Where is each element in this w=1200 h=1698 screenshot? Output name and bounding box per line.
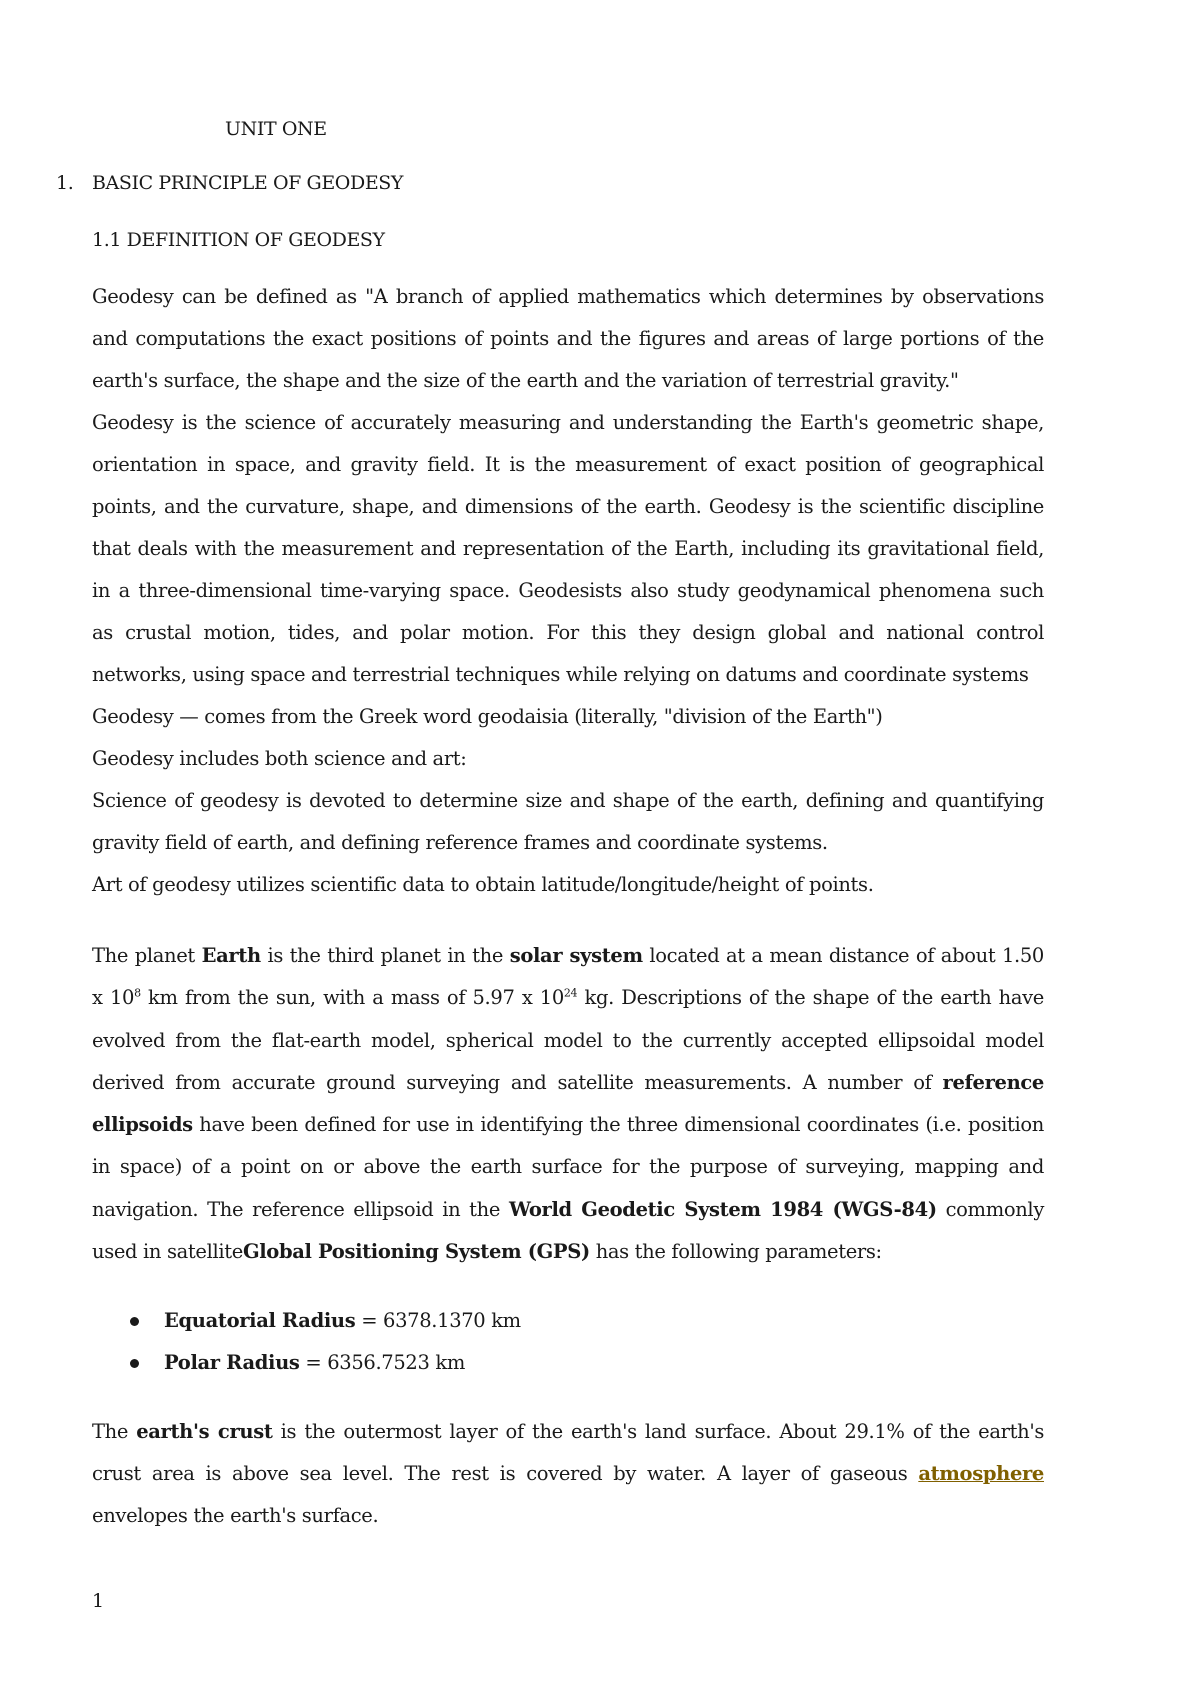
includes-line: Geodesy includes both science and art:: [92, 747, 467, 770]
subsection-title: 1.1 DEFINITION OF GEODESY: [92, 229, 385, 251]
parameter-value: = 6378.1370 km: [355, 1309, 521, 1332]
text-run: have been defined for use in identifying the three dimensional coordinates (i.e. position in space) of a point on or above the earth surface for the purpose of surveying, mapping and navigation. The reference ellipsoid in the: [92, 1113, 1044, 1221]
text-run: km from the sun, with a mass of 5.97 x 10: [140, 986, 564, 1010]
unit-heading: UNIT ONE: [225, 118, 327, 140]
bold-wgs84: World Geodetic System 1984 (WGS-84): [508, 1197, 937, 1221]
text-run: commonly used in satellite: [92, 1197, 1044, 1264]
text-run: has the following parameters:: [589, 1240, 882, 1264]
science-paragraph: Geodesy is the science of accurately measuring and understanding the Earth's geometric shape, orientation in space, and gravity field. It is the measurement of exact position of geographical points, and the curvature, shape, and dimensions of the earth. Geodesy is the scientific discipline that deals with the measurement and representation of the Earth, including its gravitational field, in a three-dimensional time-varying space. Geodesists also study geodynamical phenomena such as crustal motion, tides, and polar motion. For this they design global and national control networks, using space and terrestrial techniques while relying on datums and coordinate systems: [92, 411, 1044, 686]
definition-block: [92, 276, 1044, 906]
section-number: 1.: [56, 172, 74, 194]
definition-paragraph: Geodesy can be defined as "A branch of applied mathematics which determines by observations and computations the exact positions of points and the figures and areas of large portions of the earth's surface, the shape and the size of the earth and the variation of terrestrial gravity.": [92, 285, 1044, 392]
parameter-label: Polar Radius: [164, 1351, 300, 1374]
science-of-geodesy-paragraph: Science of geodesy is devoted to determine size and shape of the earth, defining and quantifying gravity field of earth, and defining reference frames and coordinate systems.: [92, 789, 1044, 854]
text-run: is the third planet in the: [260, 944, 510, 967]
superscript-exponent: 24: [563, 986, 578, 1000]
earth-paragraph: [92, 935, 1044, 1273]
bold-solar-system: solar system: [509, 944, 643, 967]
text-run: envelopes the earth's surface.: [92, 1504, 379, 1527]
bold-earth: Earth: [201, 944, 261, 967]
superscript-exponent: 8: [134, 986, 141, 1000]
parameter-label: Equatorial Radius: [164, 1309, 356, 1332]
parameter-value: = 6356.7523 km: [299, 1351, 465, 1374]
etymology-line: Geodesy — comes from the Greek word geodaisia (literally, "division of the Earth"): [92, 705, 883, 728]
bold-earths-crust: earth's crust: [136, 1420, 273, 1443]
text-run: located at a mean distance of about 1.50 x 10: [92, 944, 1044, 1010]
atmosphere-link[interactable]: atmosphere: [918, 1462, 1044, 1485]
crust-paragraph: [92, 1411, 1044, 1537]
parameter-list: [92, 1300, 1044, 1384]
bold-reference-ellipsoids: reference ellipsoids: [92, 1070, 1044, 1137]
text-run: The planet: [92, 944, 202, 967]
list-item: [92, 1342, 1044, 1384]
bullet-icon: [130, 1317, 139, 1326]
list-item: [92, 1300, 1044, 1342]
page-number: 1: [92, 1590, 105, 1612]
text-run: The: [92, 1420, 137, 1443]
text-run: kg. Descriptions of the shape of the earth have evolved from the flat-earth model, spherical model to the currently accepted ellipsoidal model derived from accurate ground surveying and satellite measurements. A number of: [92, 986, 1044, 1094]
text-run: is the outermost layer of the earth's land surface. About 29.1% of the earth's crust area is above sea level. The rest is covered by water. A layer of gaseous: [92, 1420, 1044, 1485]
section-title: BASIC PRINCIPLE OF GEODESY: [92, 172, 404, 194]
bold-gps: Global Positioning System (GPS): [242, 1240, 590, 1264]
art-of-geodesy-line: Art of geodesy utilizes scientific data to obtain latitude/longitude/height of points.: [92, 873, 874, 896]
bullet-icon: [130, 1359, 139, 1368]
